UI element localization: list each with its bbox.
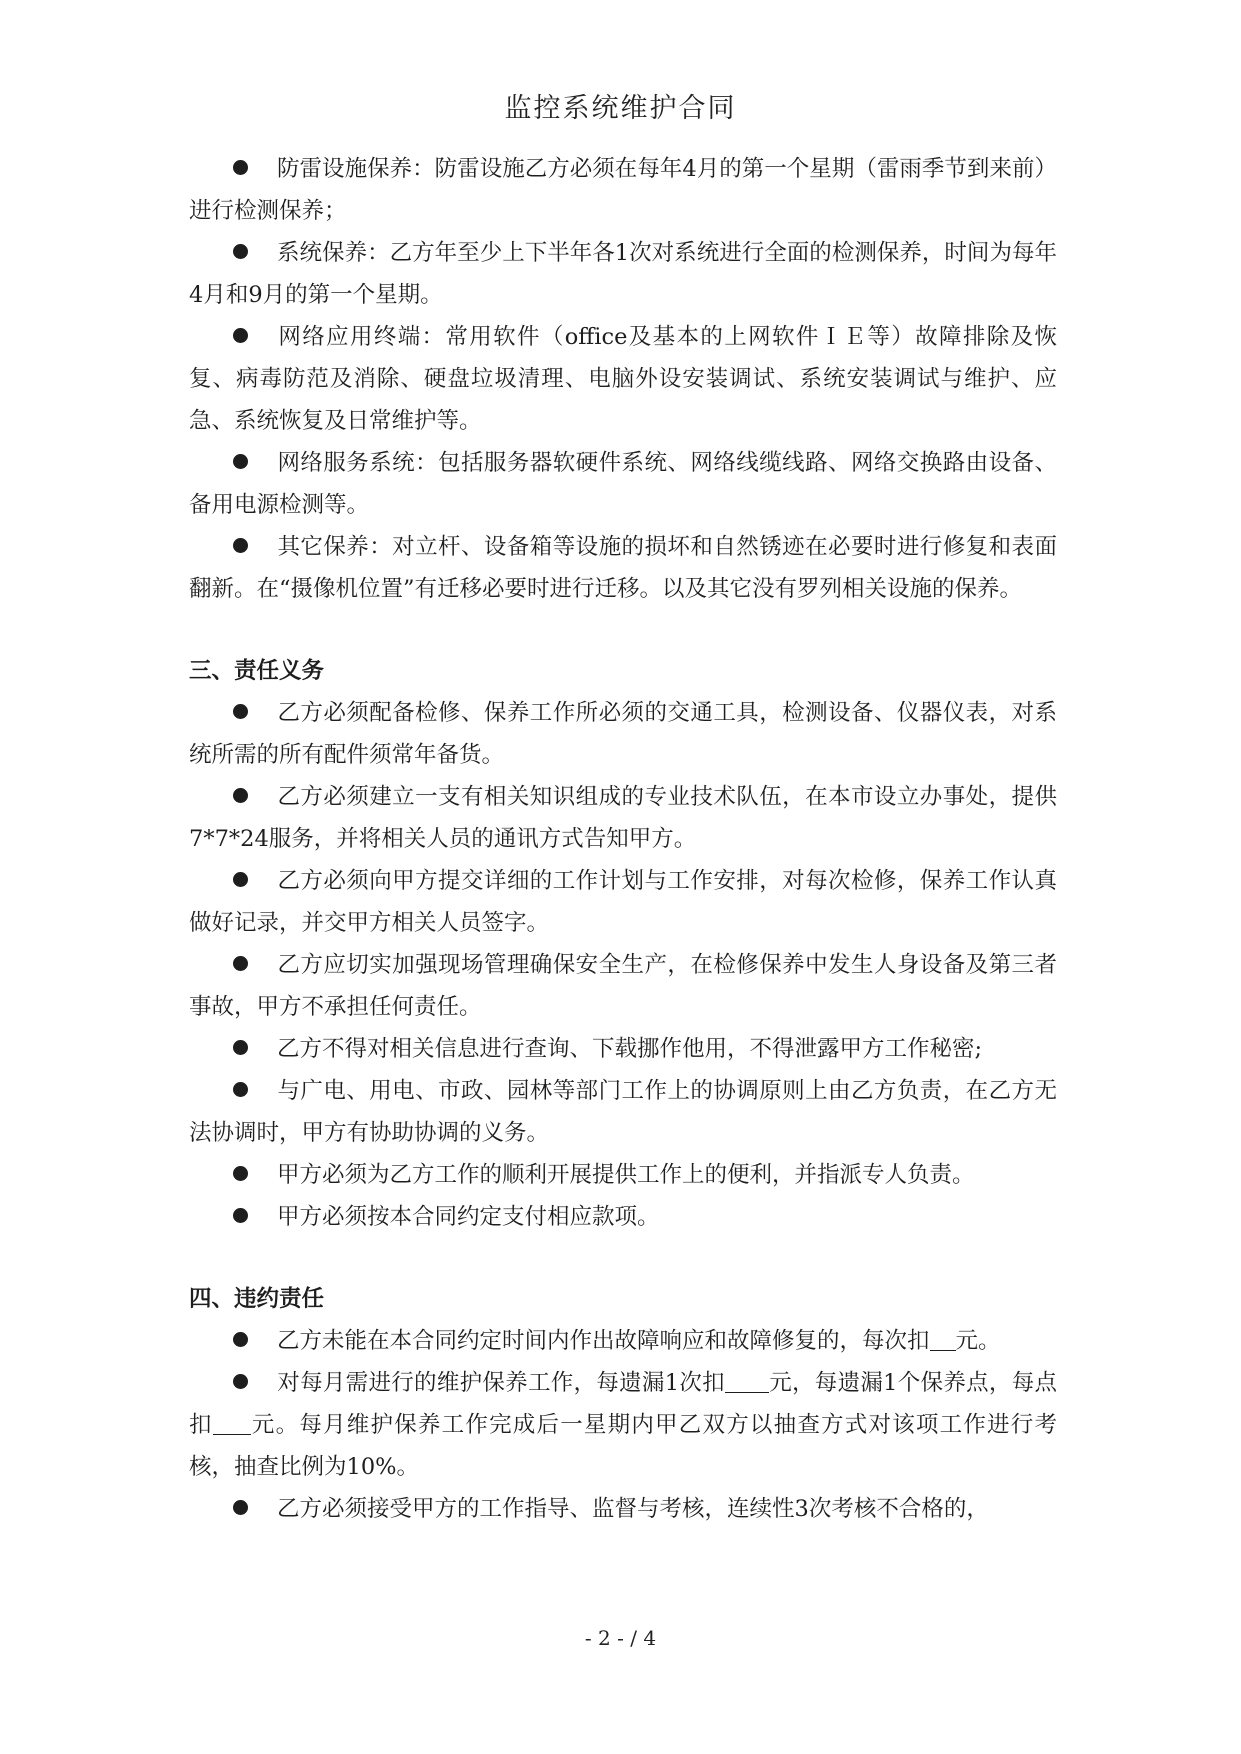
list-item: 乙方应切实加强现场管理确保安全生产，在检修保养中发生人身设备及第三者事故，甲方不承担任何责任。: [189, 952, 1057, 1020]
fill-in-blank: [725, 1368, 769, 1393]
document-title: 监控系统维护合同: [504, 93, 737, 124]
list-item: 乙方必须建立一支有相关知识组成的专业技术队伍，在本市设立办事处，提供7*7*24服务，并将相关人员的通讯方式告知甲方。: [189, 784, 1057, 852]
list-item: 与广电、用电、市政、园林等部门工作上的协调原则上由乙方负责，在乙方无法协调时，甲方有协助协调的义务。: [189, 1078, 1057, 1146]
bullet-icon: [233, 1166, 248, 1181]
list-item: 乙方不得对相关信息进行查询、下载挪作他用，不得泄露甲方工作秘密;: [189, 1028, 1057, 1070]
bullet-icon: [233, 1082, 248, 1097]
bullet-icon: [233, 328, 248, 343]
list-item: 其它保养：对立杆、设备箱等设施的损坏和自然锈迹在必要时进行修复和表面翻新。在“摄像机位置”有迁移必要时进行迁移。以及其它没有罗列相关设施的保养。: [189, 534, 1057, 602]
bullet-icon: [233, 872, 248, 887]
list-item: 对每月需进行的维护保养工作，每遗漏1次扣 元，每遗漏1个保养点，每点扣 元。每月维护保养工作完成后一星期内甲乙双方以抽查方式对该项工作进行考核，抽查比例为10%。: [189, 1370, 1057, 1480]
section-heading-breach: 四、违约责任: [189, 1286, 325, 1312]
fill-in-blank: [930, 1326, 956, 1351]
list-item: 防雷设施保养：防雷设施乙方必须在每年4月的第一个星期（雷雨季节到来前）进行检测保养；: [189, 156, 1057, 224]
list-item: 甲方必须按本合同约定支付相应款项。: [189, 1196, 1057, 1238]
page-number: - 2 - / 4: [584, 1626, 657, 1650]
document-body: [189, 148, 1057, 1530]
list-item: 乙方必须配备检修、保养工作所必须的交通工具，检测设备、仪器仪表，对系统所需的所有配件须常年备货。: [189, 700, 1057, 768]
list-item: 乙方必须向甲方提交详细的工作计划与工作安排，对每次检修，保养工作认真做好记录，并交甲方相关人员签字。: [189, 868, 1057, 936]
bullet-icon: [233, 538, 248, 553]
bullet-icon: [233, 704, 248, 719]
bullet-icon: [233, 1500, 248, 1515]
list-item: 乙方必须接受甲方的工作指导、监督与考核，连续性3次考核不合格的，: [189, 1488, 1057, 1530]
bullet-icon: [233, 244, 248, 259]
bullet-icon: [233, 160, 248, 175]
fill-in-blank: [213, 1410, 251, 1435]
bullet-icon: [233, 788, 248, 803]
list-item: 乙方未能在本合同约定时间内作出故障响应和故障修复的，每次扣 元。: [189, 1320, 1057, 1362]
bullet-icon: [233, 1040, 248, 1055]
bullet-icon: [233, 956, 248, 971]
bullet-icon: [233, 1332, 248, 1347]
list-item: 网络服务系统：包括服务器软硬件系统、网络线缆线路、网络交换路由设备、备用电源检测等。: [189, 450, 1057, 518]
bullet-icon: [233, 454, 248, 469]
list-item: 系统保养：乙方年至少上下半年各1次对系统进行全面的检测保养，时间为每年4月和9月的第一个星期。: [189, 240, 1057, 308]
list-item: 甲方必须为乙方工作的顺利开展提供工作上的便利，并指派专人负责。: [189, 1154, 1057, 1196]
bullet-icon: [233, 1374, 248, 1389]
bullet-icon: [233, 1208, 248, 1223]
section-heading-responsibility: 三、责任义务: [189, 658, 325, 684]
list-item: 网络应用终端：常用软件（office及基本的上网软件ＩＥ等）故障排除及恢复、病毒防范及消除、硬盘垃圾清理、电脑外设安装调试、系统安装调试与维护、应急、系统恢复及日常维护等。: [189, 324, 1057, 434]
